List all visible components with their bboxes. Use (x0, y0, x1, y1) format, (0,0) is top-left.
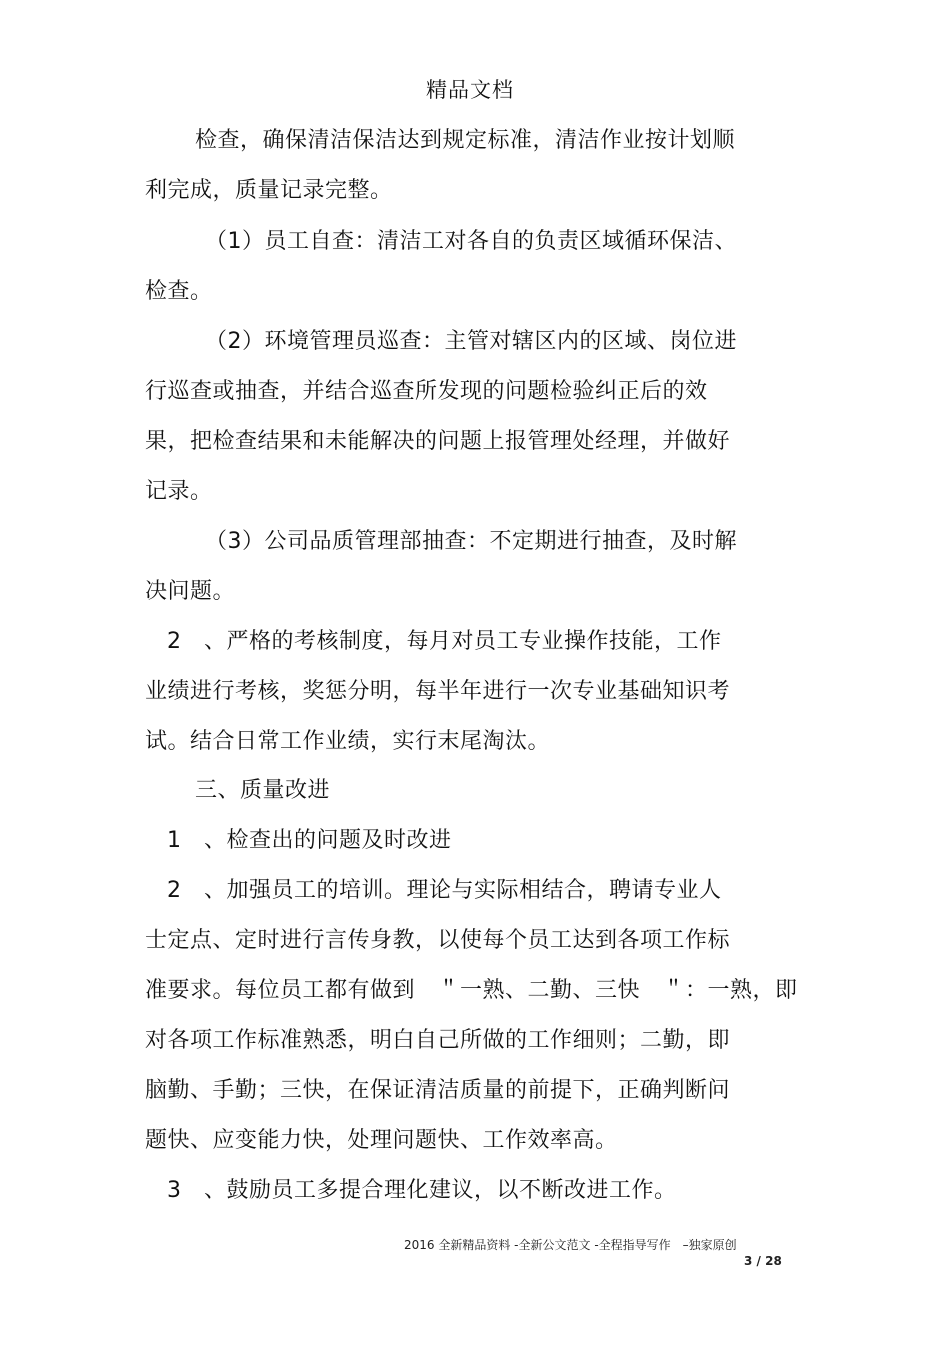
page-header-title: 精品文档 (426, 78, 514, 102)
body-line: 检查。 (145, 279, 213, 304)
body-line: 题快、应变能力快，处理问题快、工作效率高。 (145, 1128, 618, 1153)
page-footer-text: 2016 全新精品资料 -全新公文范文 -全程指导写作 –独家原创 (404, 1238, 737, 1252)
body-line: 脑勤、手勤；三快，在保证清洁质量的前提下，正确判断问 (145, 1078, 731, 1103)
section-heading: 三、质量改进 (195, 778, 331, 803)
body-line: 业绩进行考核，奖惩分明，每半年进行一次专业基础知识考 (145, 679, 731, 704)
body-line: 2 、加强员工的培训。理论与实际相结合，聘请专业人 (167, 878, 722, 903)
body-line: 行巡查或抽查，并结合巡查所发现的问题检验纠正后的效 (145, 379, 708, 404)
body-line: 对各项工作标准熟悉，明白自己所做的工作细则；二勤，即 (145, 1028, 731, 1053)
body-line: 试。结合日常工作业绩，实行末尾淘汰。 (145, 729, 551, 754)
body-line: 1 、检查出的问题及时改进 (167, 828, 452, 853)
body-line: 士定点、定时进行言传身教，以使每个员工达到各项工作标 (145, 928, 731, 953)
body-line: 果，把检查结果和未能解决的问题上报管理处经理，并做好 (145, 429, 731, 454)
body-line: 决问题。 (145, 579, 236, 604)
body-line: 准要求。每位员工都有做到 ＂一熟、二勤、三快 ＂：一熟，即 (145, 978, 798, 1003)
body-line: 记录。 (145, 479, 213, 504)
body-line: （1）员工自查：清洁工对各自的负责区域循环保洁、 (205, 229, 737, 254)
body-line: 2 、严格的考核制度，每月对员工专业操作技能，工作 (167, 629, 722, 654)
body-line: 利完成，质量记录完整。 (145, 178, 393, 203)
body-line: 3 、鼓励员工多提合理化建议，以不断改进工作。 (167, 1178, 677, 1203)
body-line: （2）环境管理员巡查：主管对辖区内的区域、岗位进 (205, 329, 737, 354)
body-line: 检查，确保清洁保洁达到规定标准，清洁作业按计划顺 (195, 128, 736, 153)
page-number: 3 / 28 (744, 1254, 782, 1268)
body-line: （3）公司品质管理部抽查：不定期进行抽查，及时解 (205, 529, 737, 554)
